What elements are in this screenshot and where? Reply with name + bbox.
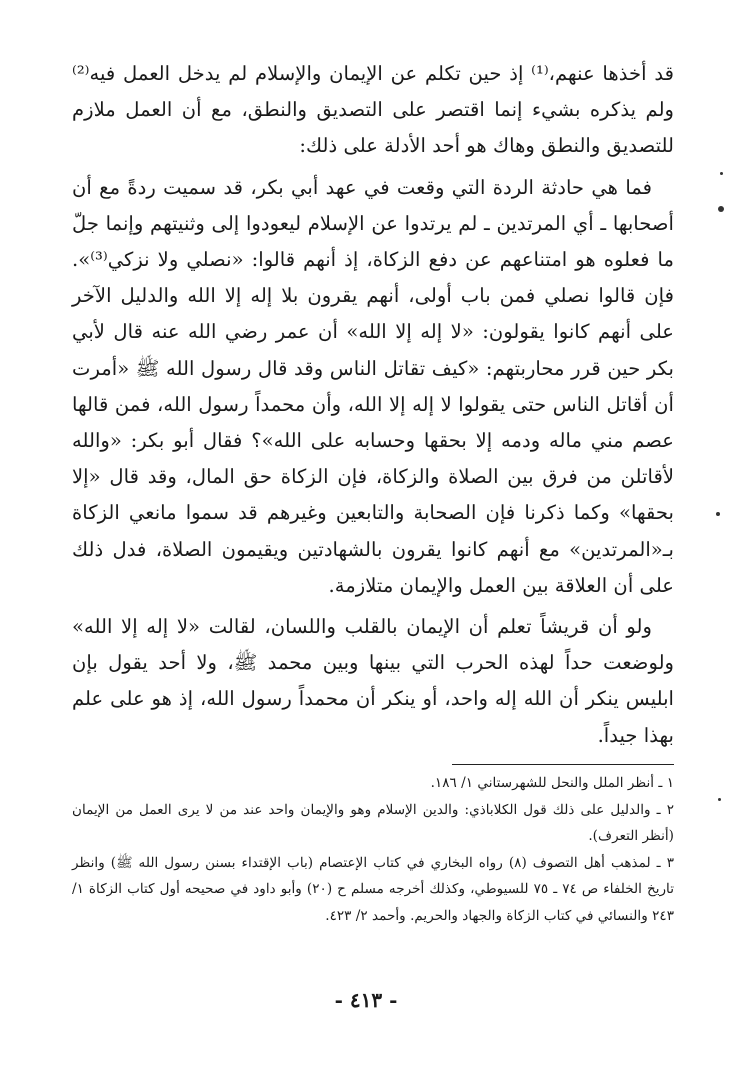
paragraph-2: فما هي حادثة الردة التي وقعت في عهد أبي بكر، قد سميت ردةً مع أن أصحابها ـ أي المرتدين ـ لم يرتدوا عن الإسلام ليعودوا إلى وثنيتهم وإنما جلّ ما فعلوه هو امتناعهم عن دفع الزكاة، إذ أنهم قالوا: «نصلي ولا نزكي⁽³⁾». فإن قالوا نصلي فمن باب أولى، أنهم يقرون بلا إله إلا الله والدليل الآخر على أنهم كانوا يقولون: «لا إله إلا الله» أن عمر رضي الله عنه قال لأبي بكر حين قرر محاربتهم: «كيف تقاتل الناس وقد قال رسول الله ﷺ «أمرت أن أقاتل الناس حتى يقولوا لا إله إلا الله، وأن محمداً رسول الله، فمن قالها عصم مني ماله ودمه إلا بحقها وحسابه على الله»؟ فقال أبو بكر: «والله لأقاتلن من فرق بين الصلاة والزكاة، فإن الزكاة حق المال، وقد قال «إلا بحقها» وكما ذكرنا فإن الصحابة والتابعين وغيرهم قد سموا مانعي الزكاة بـ«المرتدين» مع أنهم كانوا يقرون بالشهادتين ويقيمون الصلاة، فدل ذلك على أن العلاقة بين العمل والإيمان متلازمة. (72, 175, 674, 597)
scan-speck (718, 206, 724, 212)
paragraph-3: ولو أن قريشاً تعلم أن الإيمان بالقلب واللسان، لقالت «لا إله إلا الله» ولوضعت حداً لهذه الحرب التي بينها وبين محمد ﷺ، ولا أحد يقول بإن ابليس ينكر أن الله إله واحد، أو ينكر أن محمداً رسول الله، إذ هو على علم بهذا جيداً. (72, 615, 674, 747)
scan-speck (716, 512, 720, 516)
footnote-2: ٢ ـ والدليل على ذلك قول الكلاباذي: والدين الإسلام وهو والإيمان واحد عند من لا يرى العمل من الإيمان (أنظر التعرف). (72, 801, 674, 844)
footnote-1: ١ ـ أنظر الملل والنحل للشهرستاني ١/ ١٨٦. (430, 775, 674, 791)
footnote-3: ٣ ـ لمذهب أهل التصوف (٨) رواه البخاري في كتاب الإعتصام (باب الإقتداء بسنن رسول الله ﷺ) وانظر تاريخ الخلفاء ص ٧٤ ـ ٧٥ للسيوطي، وكذلك أخرجه مسلم ح (٢٠) وأبو داود في صحيحه أول كتاب الزكاة ١/ ٢٤٣ والنسائي في كتاب الزكاة والجهاد والحريم. وأحمد ٢/ ٤٢٣. (72, 854, 674, 924)
main-text (72, 56, 674, 759)
paragraph-1: قد أخذها عنهم،⁽¹⁾ إذ حين تكلم عن الإيمان والإسلام لم يدخل العمل فيه⁽²⁾ ولم يذكره بشيء إنما اقتصر على التصديق والنطق، مع أن العمل ملازم للتصديق والنطق وهاك هو أحد الأدلة على ذلك: (72, 62, 674, 158)
page-number: - ٤١٣ - (334, 988, 398, 1012)
scan-speck (720, 172, 723, 175)
footnotes (72, 770, 674, 929)
footnote-separator (452, 764, 674, 765)
scan-speck (718, 798, 721, 801)
